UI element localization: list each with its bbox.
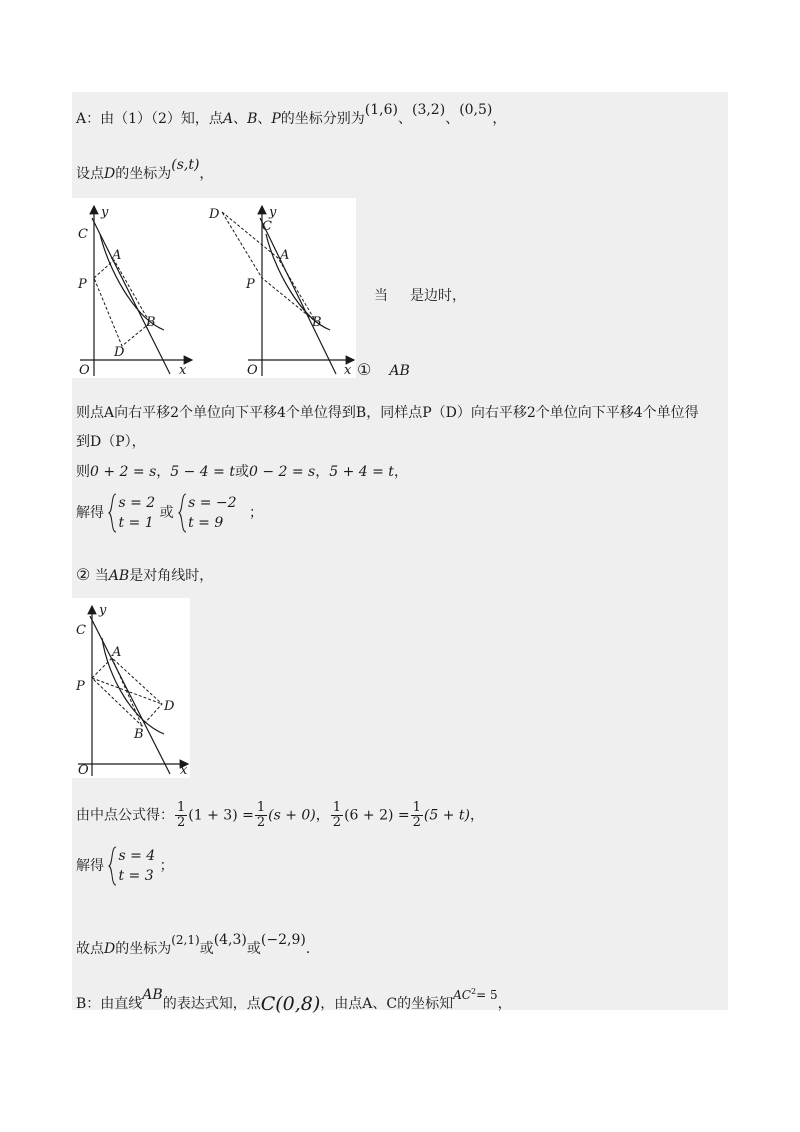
fig2-label-b: B: [312, 315, 322, 330]
fig1-line-ab: [92, 218, 170, 374]
fig1-parallelogram: [94, 260, 150, 346]
translate-line-1: 则点A向右平移2个单位向下平移4个单位得到B，同样点P（D）向右平移2个单位向下平移4个单位得: [76, 405, 699, 421]
fig3-label-a: A: [112, 645, 122, 660]
system-1: s = 2 t = 1: [108, 493, 155, 533]
system-2: s = −2 t = 9: [178, 493, 236, 533]
fig1-label-x: x: [179, 363, 187, 378]
fig3-diagonal-ab: [112, 658, 142, 726]
conclusion-line: 故点D的坐标为(2,1)或(4,3)或(−2,9).: [76, 932, 311, 957]
fig2-label-o: O: [247, 363, 258, 378]
fig1-label-p: P: [78, 277, 87, 292]
fig2-line-ab: [260, 218, 336, 374]
fig2-label-a: A: [280, 248, 290, 263]
brace-icon: [108, 493, 117, 533]
coord-2: (3,2): [411, 102, 446, 118]
fig3-label-b: B: [134, 727, 144, 742]
fig1-label-o: O: [79, 363, 90, 378]
solution-2: 解得 s = 4 t = 3 ；: [76, 848, 174, 884]
figure-case1: [72, 198, 356, 378]
fig1-label-c: C: [78, 227, 88, 242]
fraction-half: $\frac{1}{2}$: [256, 800, 266, 830]
line-a: A：由（1）（2）知，点A、B、P的坐标分别为(1,6)、(3,2)、(0,5)，: [76, 102, 507, 127]
fig2-label-d: D: [209, 207, 220, 222]
case2-heading: ② 当AB是对角线时，: [76, 565, 214, 584]
fig1-label-b: B: [146, 315, 156, 330]
solution-1: 解得 s = 2 t = 1 或 s = −2 t = 9 ；: [76, 495, 263, 531]
fig3-label-p: P: [76, 679, 85, 694]
fig1-label-a: A: [112, 248, 122, 263]
fig2-label-c: C: [262, 219, 272, 234]
figure-case2: [72, 598, 190, 778]
fraction-half: $\frac{1}{2}$: [332, 800, 342, 830]
coord-1: (1,6): [364, 102, 398, 118]
coord-3: (0,5): [459, 102, 493, 118]
line-b: B：由直线AB的表达式知，点C(0,8)，由点A、C的坐标知$AC^2= 5$，: [76, 987, 512, 1015]
fig3-label-o: O: [78, 763, 89, 778]
fig2-label-x: x: [344, 363, 352, 378]
figure-case2-svg: [72, 598, 190, 778]
line-set-d: 设点D的坐标为(s,t)，: [76, 157, 214, 182]
fig1-label-y: y: [101, 205, 109, 220]
fig2-label-y: y: [269, 205, 277, 220]
fraction-half: $\frac{1}{2}$: [177, 800, 186, 830]
figure-case1-svg: [72, 198, 356, 378]
system-3: s = 4 t = 3: [108, 846, 155, 886]
fraction-half: $\frac{1}{2}$: [412, 800, 421, 830]
brace-icon: [108, 846, 117, 886]
case1-text: 当 是边时，: [374, 288, 466, 304]
fig3-label-d: D: [164, 699, 175, 714]
fig1-label-d: D: [114, 345, 125, 360]
translate-line-2: 到D（P），: [76, 434, 146, 450]
midpoint-line: 由中点公式得： $\frac{1}{2}$ (1 + 3) = $\frac{1}{2}$ (s + 0)， $\frac{1}{2}$ (6 + 2) = $\frac{1}{2}$ (5 + t)，: [76, 800, 484, 830]
fig3-label-y: y: [99, 603, 107, 618]
equation-line: 则0 + 2 = s，5 − 4 = t或0 − 2 = s，5 + 4 = t，: [76, 464, 408, 480]
case1-marker: ① AB: [357, 360, 410, 379]
brace-icon: [178, 493, 187, 533]
fig3-label-c: C: [76, 623, 86, 638]
fig2-label-p: P: [246, 277, 255, 292]
fig3-label-x: x: [180, 763, 188, 778]
